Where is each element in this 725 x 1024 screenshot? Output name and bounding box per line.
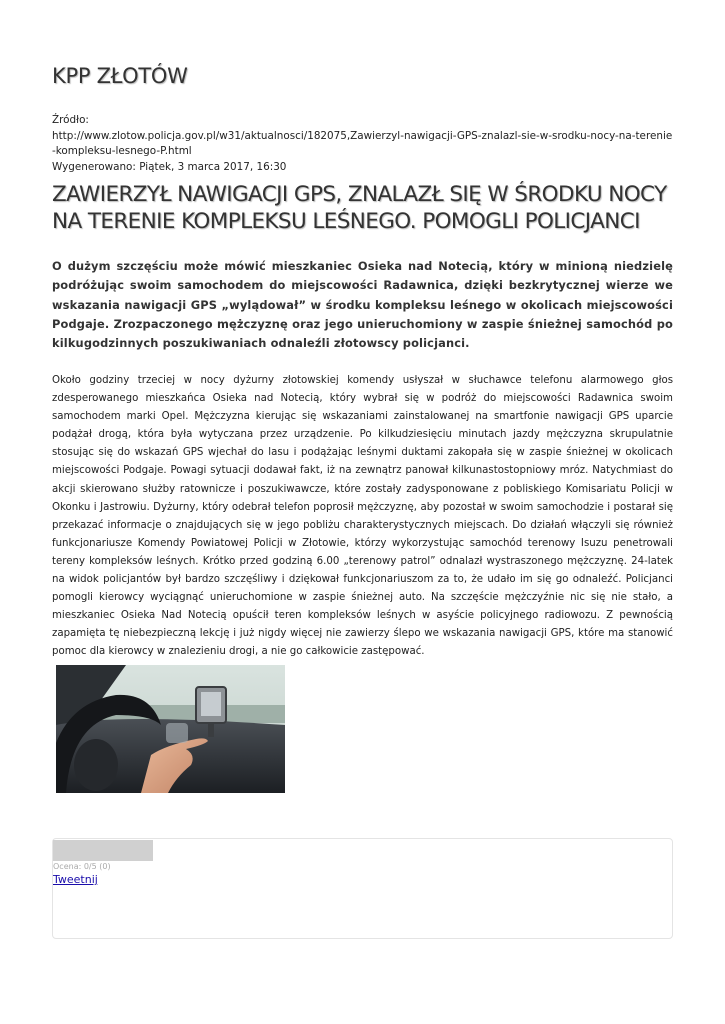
article-photo-gps-dashboard [56, 665, 285, 793]
article-body: Około godziny trzeciej w nocy dyżurny złotowskiej komendy usłyszał w słuchawce telefonu alarmowego głos zdesperowanego mieszkańca Osieka nad Notecią, który wybrał się w podróż do miejscowości Radawnica swoim samochodem marki Opel. Mężczyzna kierując się wskazaniami zainstalowanej na smartfonie nawigacji GPS uparcie podążał drogą, która była wytyczana przez urządzenie. Po kilkudziesięciu minutach jazdy mężczyzna skrupulatnie stosując się do wskazań GPS wjechał do lasu i podążając leśnymi duktami zakopała się w zaspie śnieżnej w okolicach miejscowości Podgaje. Powagi sytuacji dodawał fakt, iż na zewnątrz panował kilkunastostopniowy mróz. Natychmiast do akcji skierowano służby ratownicze i poszukiwawcze, które zostały zadysponowane z pobliskiego Komisariatu Policji w Okonku i Jastrowiu. Dyżurny, który odebrał telefon poprosił mężczyznę, aby pozostał w swoim samochodzie i postarał się przekazać informacje o znajdujących się w jego pobliżu charakterystycznych miejscach. Do działań włączyli się również funkcjonariusze Komendy Powiatowej Policji w Złotowie, którzy wykorzystując samochód terenowy Isuzu penetrowali tereny kompleksów leśnych. Krótko przed godziną 6.00 „terenowy patrol” odnalazł wystraszonego mężczyznę. 24-latek na widok policjantów był bardzo szczęśliwy i dziękował funkcjonariuszom za to, że udało im się go odnaleźć. Policjanci pomogli kierowcy wyciągnąć unieruchomione w zaspie śnieżnej auto. Na szczęście mężczyźnie nic się nie stało, a mieszkaniec Osieka Nad Notecią opuścił teren kompleksów leśnych w asyście policyjnego radiowozu. Z pewnością zapamięta tę niebezpieczną lekcję i już nigdy więcej nie zawierzy ślepo we wskazania nawigacji GPS, które ma stanowić pomoc dla kierowcy w znalezieniu drogi, a nie go całkowicie zastępować. [52, 375, 673, 658]
tweet-link[interactable]: Tweetnij [53, 873, 98, 886]
article-title: ZAWIERZYŁ NAWIGACJI GPS, ZNALAZŁ SIĘ W ŚRODKU NOCY NA TERENIE KOMPLEKSU LEŚNEGO. POMOGLI POLICJANCI [52, 182, 667, 234]
site-title: KPP ZŁOTÓW [52, 64, 188, 88]
source-label: Źródło: [52, 114, 89, 126]
article-lead: O dużym szczęściu może mówić mieszkaniec Osieka nad Notecią, który w minioną niedzielę podróżując swoim samochodem do miejscowości Radawnica, dzięki bezkrytycznej wierze we wskazania nawigacji GPS „wylądował” w środku kompleksu leśnego w okolicach miejscowości Podgaje. Zrozpaczonego mężczyznę oraz jego unieruchomiony w zaspie śnieżnej samochód po kilkugodzinnych poszukiwaniach odnaleźli złotowscy policjanci. [52, 259, 673, 351]
generated-date: Wygenerowano: Piątek, 3 marca 2017, 16:30 [52, 160, 287, 173]
rating-label: Ocena: 0/5 (0) [53, 862, 111, 871]
rating-stars-widget[interactable] [53, 840, 153, 861]
rating-panel [52, 838, 673, 939]
source-meta [52, 113, 673, 175]
source-url: http://www.zlotow.policja.gov.pl/w31/aktualnosci/182075,Zawierzyl-nawigacji-GPS-znalazl-sie-w-srodku-nocy-na-terenie-kompleksu-lesnego-P.html [52, 129, 673, 157]
